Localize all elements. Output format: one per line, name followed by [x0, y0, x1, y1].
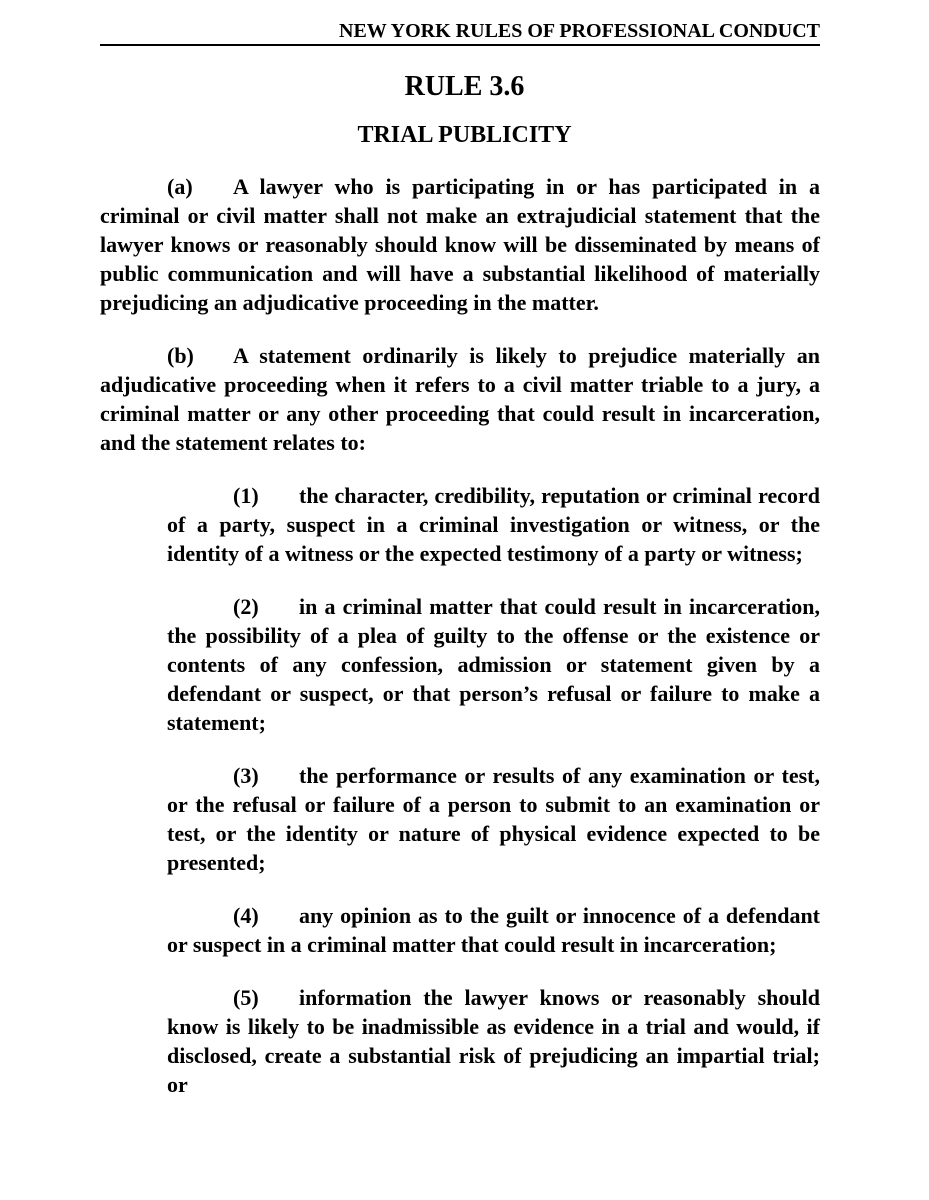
item-5-marker: (5)	[233, 985, 259, 1010]
item-4	[167, 901, 820, 959]
item-5	[167, 983, 820, 1099]
paragraph-b-marker: (b)	[167, 343, 194, 368]
paragraph-a	[100, 172, 820, 317]
running-header: NEW YORK RULES OF PROFESSIONAL CONDUCT	[100, 18, 820, 46]
paragraph-b	[100, 341, 820, 457]
item-1	[167, 481, 820, 568]
item-1-text: the character, credibility, reputation or criminal record of a party, suspect in a criminal investigation or witness, or the identity of a witness or the expected testimony of a party or witness;	[167, 483, 820, 566]
paragraph-a-text: A lawyer who is participating in or has participated in a criminal or civil matter shall not make an extrajudicial statement that the lawyer knows or reasonably should know will be disseminated by means of public communication and will have a substantial likelihood of materially prejudicing an adjudicative proceeding in the matter.	[100, 174, 820, 315]
paragraph-a-marker: (a)	[167, 174, 193, 199]
item-5-text: information the lawyer knows or reasonably should know is likely to be inadmissible as evidence in a trial and would, if disclosed, create a substantial risk of prejudicing an impartial trial; or	[167, 985, 820, 1097]
paragraph-b-text: A statement ordinarily is likely to prejudice materially an adjudicative proceeding when it refers to a civil matter triable to a jury, a criminal matter or any other proceeding that could result in incarceration, and the statement relates to:	[100, 343, 820, 455]
item-4-marker: (4)	[233, 903, 259, 928]
item-3	[167, 761, 820, 877]
item-2	[167, 592, 820, 737]
item-3-text: the performance or results of any examination or test, or the refusal or failure of a person to submit to an examination or test, or the identity or nature of physical evidence expected to be presented;	[167, 763, 820, 875]
item-2-marker: (2)	[233, 594, 259, 619]
item-1-marker: (1)	[233, 483, 259, 508]
item-3-marker: (3)	[233, 763, 259, 788]
document-body	[100, 172, 820, 1123]
rule-title: TRIAL PUBLICITY	[357, 122, 572, 148]
item-2-text: in a criminal matter that could result in incarceration, the possibility of a plea of guilty to the offense or the existence or contents of any confession, admission or statement given by a defendant or suspect, or that person’s refusal or failure to make a statement;	[167, 594, 820, 735]
rule-number: RULE 3.6	[404, 71, 525, 102]
item-4-text: any opinion as to the guilt or innocence of a defendant or suspect in a criminal matter that could result in incarceration;	[167, 903, 820, 957]
